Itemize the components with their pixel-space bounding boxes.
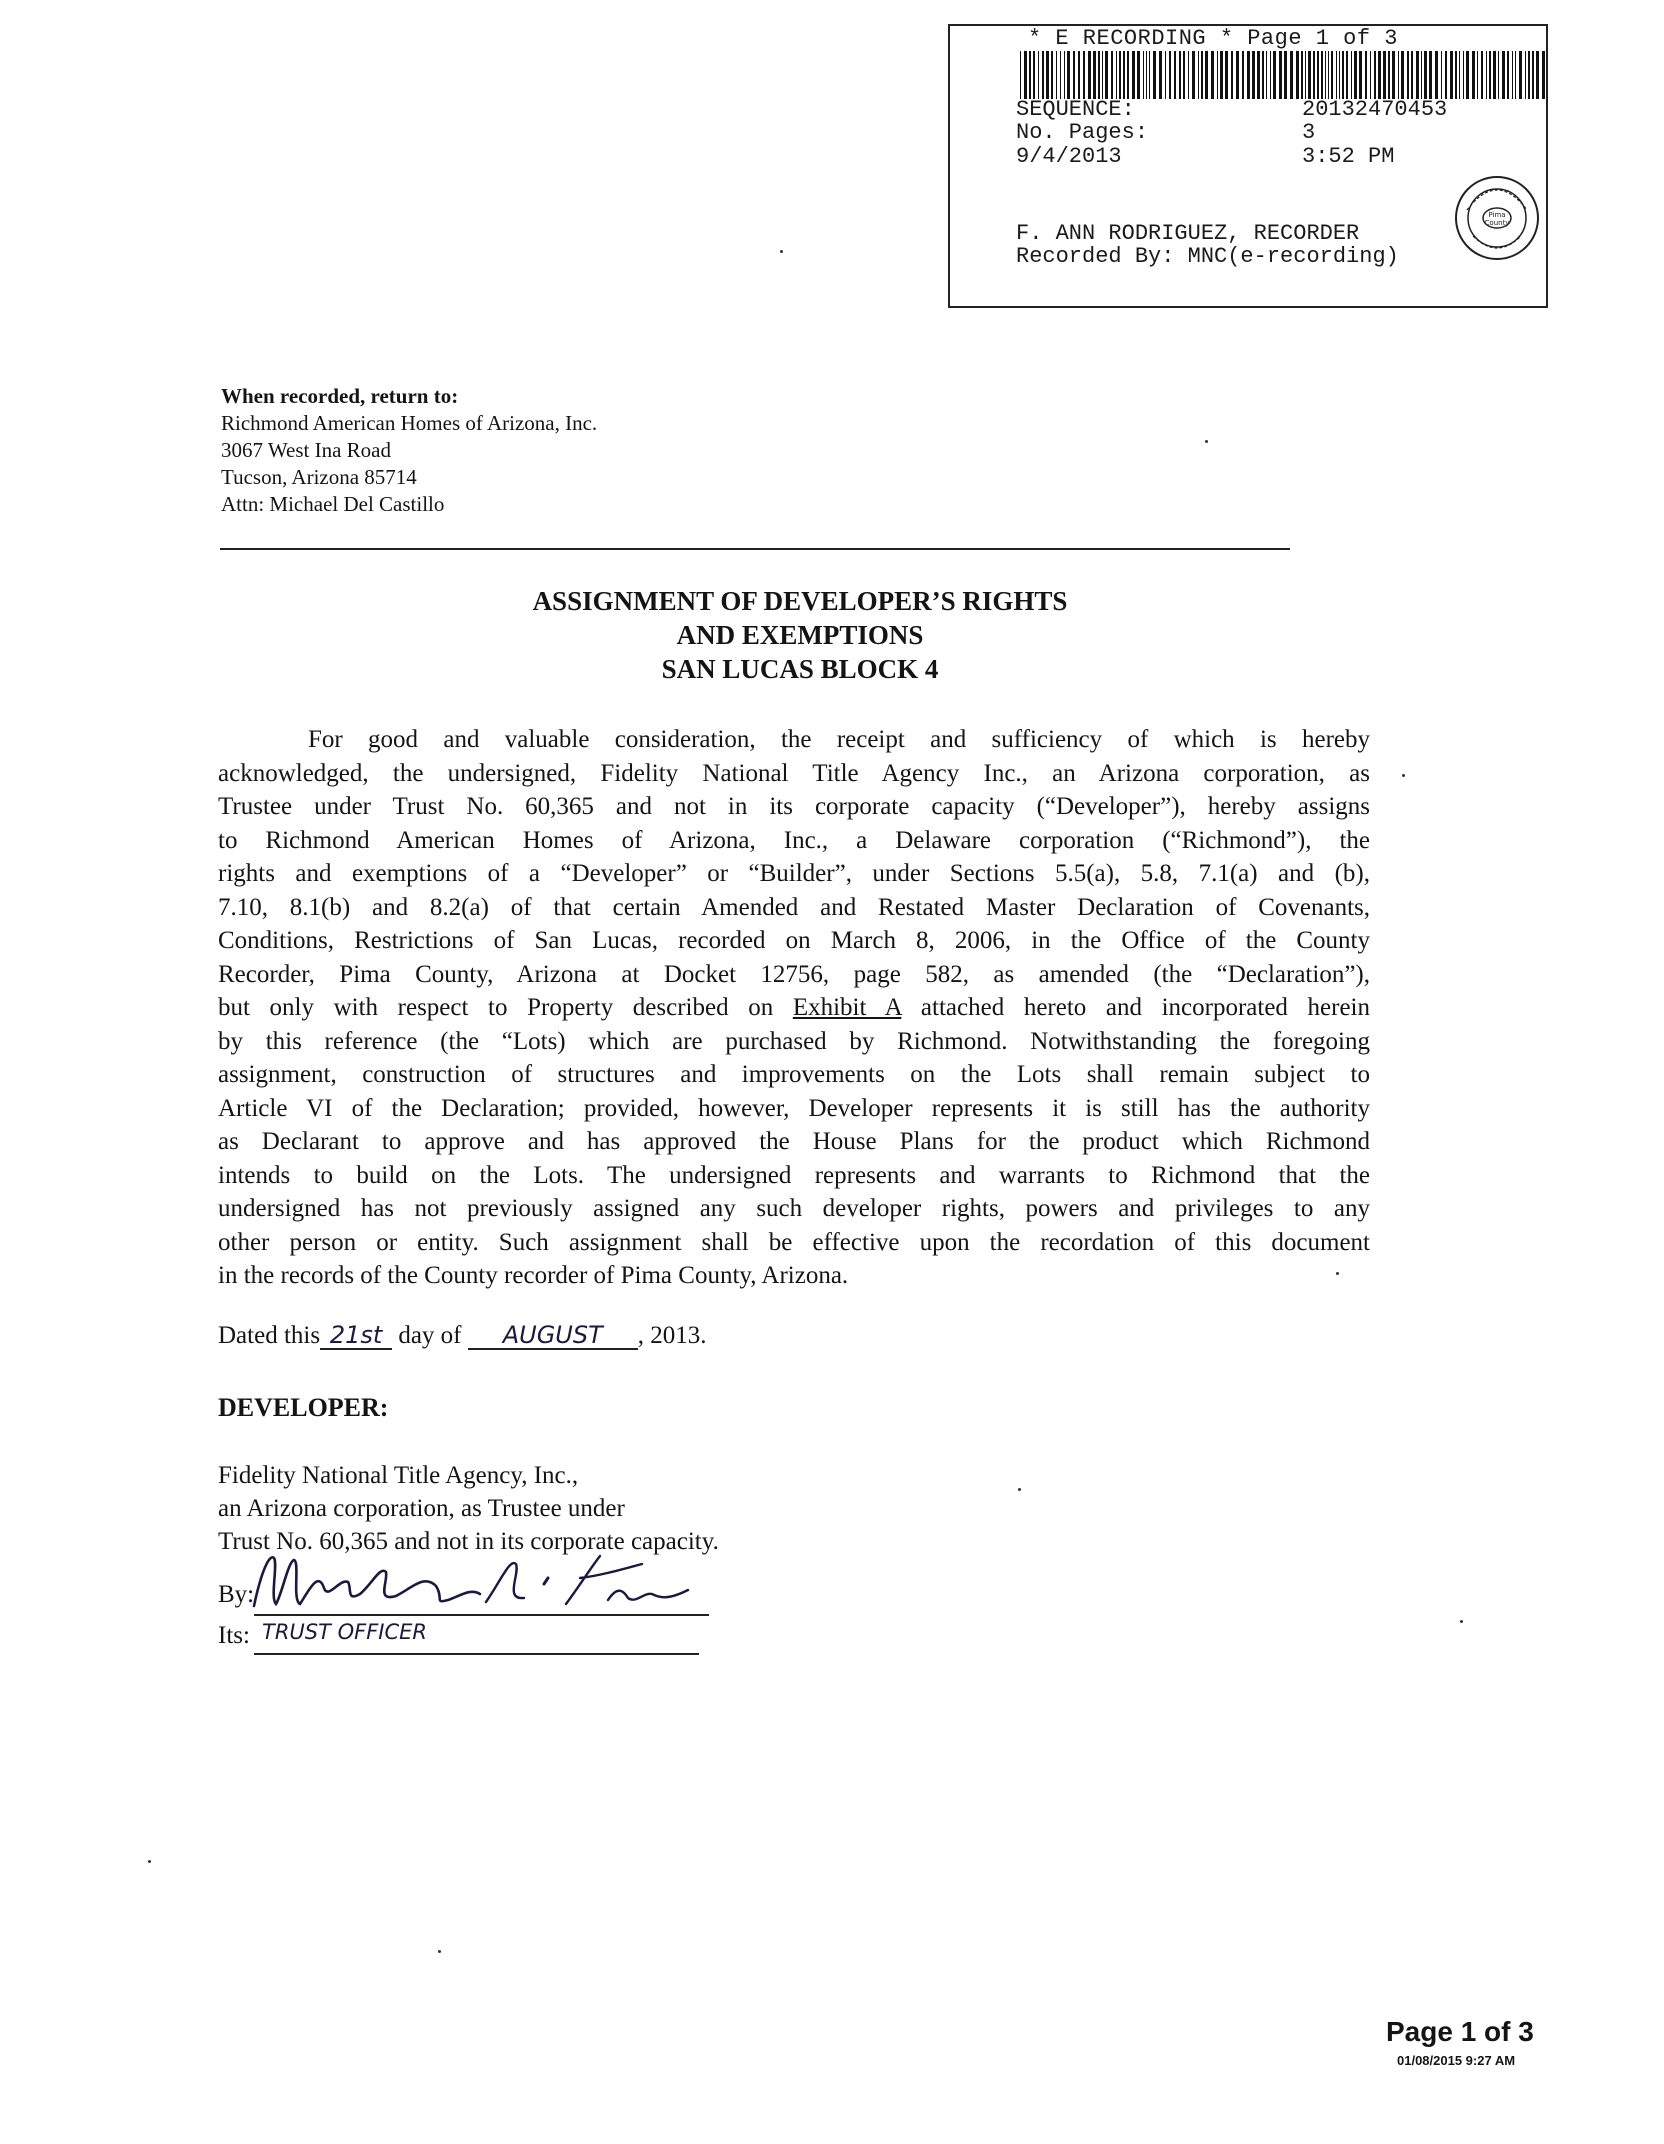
barcode-bar <box>1416 51 1419 99</box>
barcode-bar <box>1321 51 1323 99</box>
sequence-row <box>1016 97 1448 122</box>
barcode-bar <box>1266 51 1267 99</box>
barcode-bar <box>1024 51 1027 99</box>
scan-speck <box>438 1950 441 1953</box>
barcode-bar <box>1325 51 1326 99</box>
barcode-bar <box>1056 51 1057 99</box>
barcode-bar <box>1466 51 1469 99</box>
barcode-bar <box>1127 51 1129 99</box>
barcode-bar <box>1225 51 1228 99</box>
barcode-bar <box>1519 51 1522 99</box>
scan-speck <box>148 1860 151 1863</box>
barcode-bar <box>1493 51 1496 99</box>
barcode-bar <box>1525 51 1526 99</box>
sequence-label: SEQUENCE: <box>1016 97 1135 122</box>
barcode-bar <box>1290 51 1293 99</box>
barcode-bar <box>1102 51 1103 99</box>
barcode-bar <box>1093 51 1096 99</box>
body-line <box>218 991 1370 1025</box>
barcode-bar <box>1111 51 1113 99</box>
dated-line <box>218 1322 707 1350</box>
barcode-bar <box>1211 51 1214 99</box>
title-line: ASSIGNMENT OF DEVELOPER’S RIGHTS <box>532 586 1068 616</box>
scan-speck <box>780 250 783 253</box>
body-line: Trustee under Trust No. 60,365 and not in its corporate capacity (“Developer”), hereby assigns <box>218 793 1370 820</box>
barcode-bar <box>1528 51 1530 99</box>
recorded-by: Recorded By: MNC(e-recording) <box>1016 244 1399 269</box>
barcode-bar <box>1421 51 1422 99</box>
barcode-bar <box>1481 51 1483 99</box>
barcode-bar <box>1033 51 1035 99</box>
return-label: When recorded, return to: <box>221 384 459 408</box>
barcode-bar <box>1078 51 1080 99</box>
barcode-bar <box>1169 51 1171 99</box>
barcode-bar <box>1205 51 1208 99</box>
barcode-bar <box>1236 51 1239 99</box>
print-timestamp: 01/08/2015 9:27 AM <box>1397 2053 1516 2068</box>
barcode-bar <box>1435 51 1438 99</box>
barcode-bar <box>1046 51 1049 99</box>
by-label: By: <box>218 1581 255 1608</box>
barcode-bar <box>1220 51 1223 99</box>
body-line: For good and valuable consideration, the receipt and sufficiency of which is hereby <box>308 726 1370 753</box>
dated-month: AUGUST <box>468 1322 638 1350</box>
barcode-bar <box>1331 51 1333 99</box>
barcode-bar <box>1502 51 1505 99</box>
barcode <box>1020 51 1546 99</box>
barcode-bar <box>1179 51 1181 99</box>
svg-text:County: County <box>1484 219 1510 227</box>
barcode-bar <box>1301 51 1303 99</box>
barcode-bar <box>1328 51 1329 99</box>
developer-line: Fidelity National Title Agency, Inc., <box>218 1462 579 1489</box>
developer-block <box>218 1459 719 1558</box>
barcode-bar <box>1137 51 1140 99</box>
return-line: Tucson, Arizona 85714 <box>221 465 417 489</box>
barcode-bar <box>1262 51 1264 99</box>
barcode-bar <box>1116 51 1117 99</box>
dated-day: 21st <box>320 1322 392 1350</box>
body-line: acknowledged, the undersigned, Fidelity National Title Agency Inc., an Arizona corporation, as <box>218 759 1370 787</box>
body-line: to Richmond American Homes of Arizona, Inc., a Delaware corporation (“Richmond”), the <box>218 826 1370 854</box>
datetime-row <box>1016 144 1395 169</box>
barcode-bar <box>1149 51 1150 99</box>
barcode-bar <box>1132 51 1135 99</box>
recording-stamp <box>948 24 1548 308</box>
title-line: AND EXEMPTIONS <box>676 620 924 650</box>
barcode-bar <box>1020 51 1021 99</box>
barcode-bar <box>1143 51 1144 99</box>
page-number: Page 1 of 3 <box>1386 2016 1534 2047</box>
barcode-bar <box>1242 51 1244 99</box>
body-text-segment: attached hereto and incorporated herein <box>901 994 1370 1021</box>
scan-speck <box>1336 1272 1339 1275</box>
barcode-bar <box>1273 51 1276 99</box>
barcode-bar <box>1445 51 1447 99</box>
barcode-bar <box>1532 51 1534 99</box>
signature-line <box>254 1614 709 1616</box>
barcode-bar <box>1252 51 1255 99</box>
barcode-bar <box>1339 51 1340 99</box>
barcode-bar <box>1359 51 1362 99</box>
body-line: undersigned has not previously assigned any such developer rights, powers and privileges to any <box>218 1195 1370 1222</box>
barcode-bar <box>1472 51 1475 99</box>
body-line: intends to build on the Lots. The undersigned represents and warrants to Richmond that the <box>218 1161 1370 1189</box>
barcode-bar <box>1346 51 1348 99</box>
barcode-bar <box>1308 51 1311 99</box>
barcode-bar <box>1198 51 1199 99</box>
body-line: assignment, construction of structures and improvements on the Lots shall remain subject to <box>218 1061 1370 1088</box>
body-line: 7.10, 8.1(b) and 8.2(a) of that certain Amended and Restated Master Declaration of Covenants, <box>218 893 1370 921</box>
barcode-bar <box>1507 51 1509 99</box>
its-line <box>218 1622 250 1650</box>
barcode-bar <box>1536 51 1539 99</box>
pages-value: 3 <box>1302 120 1316 145</box>
barcode-bar <box>1370 51 1371 99</box>
barcode-bar <box>1231 51 1233 99</box>
barcode-bar <box>1313 51 1315 99</box>
its-value: TRUST OFFICER <box>262 1620 428 1644</box>
barcode-bar <box>1279 51 1282 99</box>
recorder-name: F. ANN RODRIGUEZ, RECORDER <box>1016 221 1360 246</box>
dated-prefix: Dated this <box>218 1322 321 1349</box>
title-line: SAN LUCAS BLOCK 4 <box>661 654 939 684</box>
return-line: Richmond American Homes of Arizona, Inc. <box>221 411 598 435</box>
barcode-bar <box>1247 51 1250 99</box>
barcode-bar <box>1083 51 1085 99</box>
barcode-bar <box>1119 51 1121 99</box>
barcode-bar <box>1073 51 1075 99</box>
body-line: in the records of the County recorder of Pima County, Arizona. <box>218 1262 849 1289</box>
barcode-bar <box>1407 51 1409 99</box>
svg-text:Pima: Pima <box>1488 211 1506 219</box>
barcode-bar <box>1201 51 1203 99</box>
scan-speck <box>1460 1620 1463 1623</box>
barcode-bar <box>1378 51 1381 99</box>
barcode-bar <box>1317 51 1319 99</box>
assignment-body <box>218 723 1370 1293</box>
barcode-bar <box>1188 51 1189 99</box>
exhibit-a-reference: Exhibit A <box>792 994 902 1021</box>
barcode-bar <box>1192 51 1195 99</box>
barcode-bar <box>1038 51 1039 99</box>
barcode-bar <box>1067 51 1070 99</box>
barcode-bar <box>1392 51 1395 99</box>
document-title <box>200 584 1400 686</box>
barcode-bar <box>1342 51 1344 99</box>
record-date: 9/4/2013 <box>1016 144 1122 169</box>
barcode-bar <box>1064 51 1065 99</box>
county-recorder-seal <box>1453 174 1541 262</box>
return-address <box>221 383 597 518</box>
barcode-bar <box>1051 51 1053 99</box>
barcode-bar <box>1123 51 1125 99</box>
barcode-bar <box>1411 51 1413 99</box>
barcode-bar <box>1424 51 1427 99</box>
barcode-bar <box>1374 51 1376 99</box>
developer-label: DEVELOPER: <box>218 1393 389 1422</box>
barcode-bar <box>1296 51 1299 99</box>
body-line: other person or entity. Such assignment shall be effective upon the recordation of this document <box>218 1228 1370 1256</box>
barcode-bar <box>1029 51 1031 99</box>
body-line: as Declarant to approve and has approved the House Plans for the product which Richmond <box>218 1128 1370 1155</box>
its-label: Its: <box>218 1622 250 1649</box>
body-line: Conditions, Restrictions of San Lucas, recorded on March 8, 2006, in the Office of the County <box>218 927 1370 954</box>
scan-speck <box>1402 774 1405 777</box>
barcode-bar <box>1146 51 1147 99</box>
barcode-bar <box>1088 51 1091 99</box>
barcode-bar <box>1450 51 1453 99</box>
scan-speck <box>1018 1488 1021 1491</box>
sequence-value: 20132470453 <box>1302 97 1448 122</box>
barcode-bar <box>1336 51 1337 99</box>
barcode-bar <box>1486 51 1487 99</box>
barcode-bar <box>1284 51 1287 99</box>
by-line <box>218 1581 254 1609</box>
barcode-bar <box>1354 51 1357 99</box>
barcode-bar <box>1060 51 1061 99</box>
barcode-bar <box>1257 51 1260 99</box>
divider-rule <box>220 548 1290 550</box>
dated-mid: day of <box>398 1322 462 1349</box>
barcode-bar <box>1459 51 1460 99</box>
barcode-bar <box>1153 51 1156 99</box>
scan-speck <box>1205 440 1208 443</box>
barcode-bar <box>1042 51 1044 99</box>
barcode-bar <box>1429 51 1432 99</box>
barcode-bar <box>1512 51 1513 99</box>
barcode-bar <box>1455 51 1457 99</box>
body-line: by this reference (the “Lots) which are purchased by Richmond. Notwithstanding the foregoing <box>218 1027 1370 1055</box>
barcode-bar <box>1383 51 1386 99</box>
barcode-bar <box>1477 51 1478 99</box>
barcode-bar <box>1165 51 1166 99</box>
return-line: 3067 West Ina Road <box>221 438 391 462</box>
barcode-bar <box>1351 51 1352 99</box>
barcode-bar <box>1401 51 1404 99</box>
body-line: rights and exemptions of a “Developer” or “Builder”, under Sections 5.5(a), 5.8, 7.1(a) and (b), <box>218 860 1370 887</box>
barcode-bar <box>1441 51 1442 99</box>
pages-label: No. Pages: <box>1016 120 1149 145</box>
developer-line: Trust No. 60,365 and not in its corporate capacity. <box>218 1528 719 1555</box>
developer-line: an Arizona corporation, as Trustee under <box>218 1495 625 1522</box>
pages-row <box>1016 120 1316 145</box>
barcode-bar <box>1365 51 1367 99</box>
return-line: Attn: Michael Del Castillo <box>221 492 445 516</box>
signature <box>248 1548 708 1628</box>
barcode-bar <box>1270 51 1271 99</box>
record-time: 3:52 PM <box>1302 144 1395 169</box>
barcode-bar <box>1398 51 1399 99</box>
stamp-header: * E RECORDING * Page 1 of 3 <box>1028 26 1398 51</box>
barcode-bar <box>1489 51 1491 99</box>
barcode-bar <box>1388 51 1390 99</box>
barcode-bar <box>1498 51 1499 99</box>
barcode-bar <box>1098 51 1100 99</box>
barcode-bar <box>1515 51 1516 99</box>
barcode-bar <box>1105 51 1108 99</box>
barcode-bar <box>1183 51 1185 99</box>
body-text-segment: but only with respect to Property described on <box>218 994 793 1021</box>
barcode-bar <box>1542 51 1545 99</box>
barcode-bar <box>1463 51 1464 99</box>
title-line-underline <box>254 1653 699 1655</box>
dated-suffix: , 2013. <box>637 1322 707 1349</box>
barcode-bar <box>1305 51 1306 99</box>
barcode-bar <box>1159 51 1162 99</box>
barcode-bar <box>1174 51 1176 99</box>
body-line: Recorder, Pima County, Arizona at Docket 12756, page 582, as amended (the “Declaration”), <box>218 960 1370 988</box>
body-line: Article VI of the Declaration; provided, however, Developer represents it is still has the authority <box>218 1094 1370 1122</box>
barcode-bar <box>1217 51 1218 99</box>
